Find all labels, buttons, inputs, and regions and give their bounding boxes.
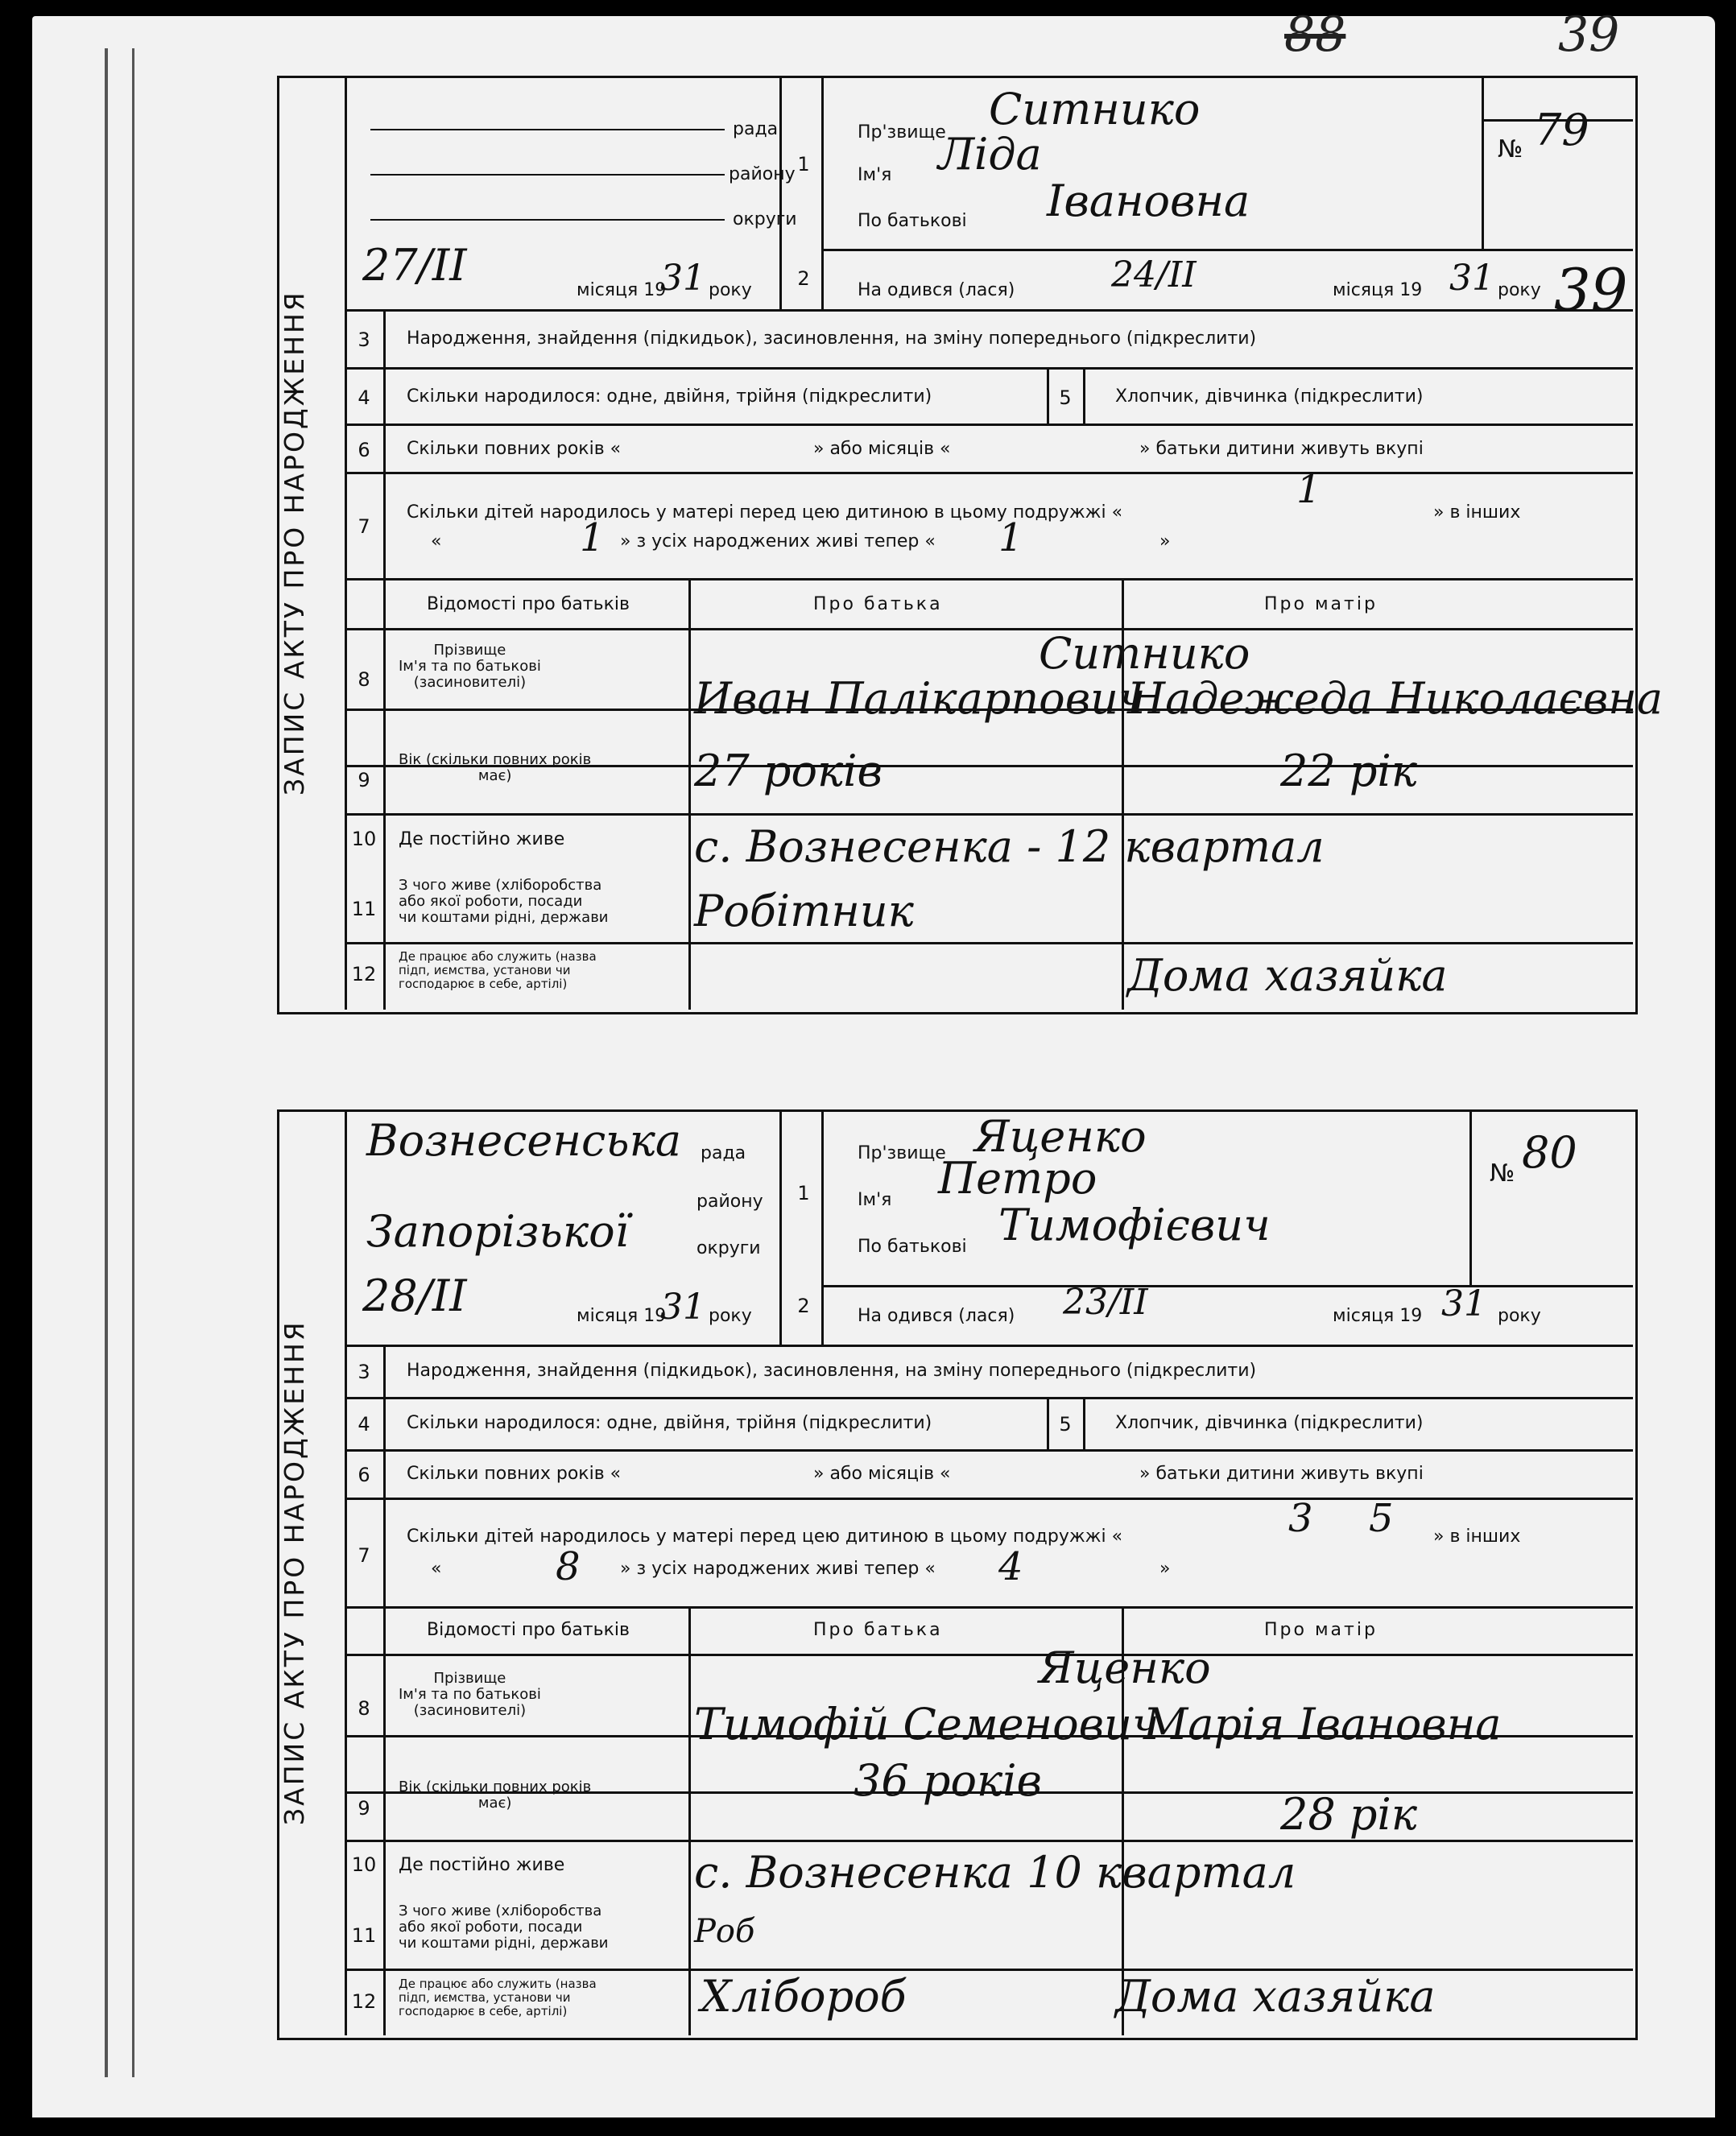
row10-label: Де постійно живе bbox=[399, 829, 565, 849]
row7-label: « bbox=[431, 531, 442, 552]
rayon-label: району bbox=[729, 164, 796, 184]
father-header: Про батька bbox=[813, 594, 943, 614]
birth-label: На одився (лася) bbox=[858, 280, 1015, 300]
row7-label: Скільки дітей народилось у матері перед цею дитиною в цьому подружжі « bbox=[407, 1527, 1123, 1547]
field-number: 1 bbox=[797, 1182, 810, 1204]
child-surname: Яценко bbox=[974, 1111, 1147, 1162]
row11-label: З чого живе (хліборобства або якої роботи, посади чи коштами рідні, держави bbox=[399, 877, 609, 926]
parents-header: Відомості про батьків bbox=[427, 1620, 630, 1640]
row6-label: » батьки дитини живуть вкупі bbox=[1139, 439, 1424, 459]
children-this-marriage: 3 bbox=[1288, 1496, 1313, 1541]
month-label: місяця 19 bbox=[577, 280, 667, 300]
child-surname: Ситнико bbox=[989, 84, 1201, 134]
field-number: 6 bbox=[358, 439, 370, 461]
row4-label: Скільки народилося: одне, двійня, трійня (підкреслити) bbox=[407, 1413, 932, 1433]
patronymic-label: По батькові bbox=[858, 1237, 967, 1257]
field-number: 9 bbox=[358, 769, 370, 791]
field-number: 7 bbox=[358, 515, 370, 538]
registration-year: 31 bbox=[660, 258, 705, 299]
field-number: 8 bbox=[358, 668, 370, 691]
margin-folio: 39 bbox=[1554, 256, 1628, 324]
field-number: 1 bbox=[797, 153, 810, 176]
residence: с. Вознесенка - 12 квартал bbox=[694, 821, 1325, 872]
month-label: місяця 19 bbox=[1333, 1306, 1423, 1326]
field-number: 2 bbox=[797, 1295, 810, 1317]
registration-year: 31 bbox=[660, 1287, 705, 1328]
child-name: Петро bbox=[938, 1153, 1097, 1204]
okrug-label: округи bbox=[696, 1238, 761, 1258]
children-alive: 1 bbox=[998, 515, 1023, 560]
name-label: Ім'я bbox=[858, 1190, 892, 1210]
row8-label: Прізвище Ім'я та по батькові (засиновителі) bbox=[399, 642, 541, 691]
row9-label: Вік (скільки повних років має) bbox=[399, 1779, 592, 1812]
registration-date: 28/II bbox=[362, 1270, 467, 1321]
field-number: 4 bbox=[358, 1413, 370, 1436]
row6-label: Скільки повних років « bbox=[407, 439, 622, 459]
row6-label: » батьки дитини живуть вкупі bbox=[1139, 1464, 1424, 1484]
old-folio-number: 88 bbox=[1284, 6, 1346, 63]
field-number: 5 bbox=[1059, 386, 1072, 409]
form-vertical-title: ЗАПИС АКТУ ПРО НАРОДЖЕННЯ bbox=[279, 290, 310, 795]
row7-label: » bbox=[1159, 531, 1171, 552]
rada-label: рада bbox=[733, 119, 779, 139]
row7-label: » в інших bbox=[1433, 1527, 1521, 1547]
year-label: року bbox=[709, 1306, 752, 1326]
father-work: Хлібороб bbox=[701, 1971, 907, 2022]
mother-work: Дома хазяйка bbox=[1127, 950, 1448, 1001]
rayon-value: Запорізької bbox=[366, 1206, 629, 1257]
field-number: 5 bbox=[1059, 1413, 1072, 1436]
mother-header: Про матір bbox=[1264, 1620, 1378, 1640]
row5-label: Хлопчик, дівчинка (підкреслити) bbox=[1115, 386, 1424, 407]
mother-header: Про матір bbox=[1264, 594, 1378, 614]
year-label: року bbox=[1498, 280, 1541, 300]
family-surname: Ситнико bbox=[1039, 628, 1250, 679]
row5-label: Хлопчик, дівчинка (підкреслити) bbox=[1115, 1413, 1424, 1433]
birth-label: На одився (лася) bbox=[858, 1306, 1015, 1326]
field-number: 11 bbox=[351, 1924, 377, 1947]
field-number: 6 bbox=[358, 1464, 370, 1486]
field-number: 3 bbox=[358, 1361, 370, 1383]
name-label: Ім'я bbox=[858, 165, 892, 185]
father-age: 36 років bbox=[854, 1755, 1042, 1806]
family-surname: Яценко bbox=[1039, 1642, 1211, 1693]
field-number: 12 bbox=[351, 1990, 377, 2013]
row3-label: Народження, знайдення (підкидьок), засиновлення, на зміну попереднього (підкреслити) bbox=[407, 328, 1257, 349]
father-header: Про батька bbox=[813, 1620, 943, 1640]
father-name: Иван Палікарпович bbox=[694, 673, 1146, 724]
year-label: року bbox=[709, 280, 752, 300]
row7-label: Скільки дітей народилось у матері перед цею дитиною в цьому подружжі « bbox=[407, 502, 1123, 523]
children-alive: 4 bbox=[998, 1544, 1023, 1589]
row9-label: Вік (скільки повних років має) bbox=[399, 751, 592, 784]
father-age: 27 років bbox=[694, 746, 882, 796]
field-number: 3 bbox=[358, 328, 370, 351]
children-total: 1 bbox=[580, 515, 605, 560]
registration-date: 27/II bbox=[362, 240, 467, 291]
page-binding-edge bbox=[105, 48, 134, 2077]
rada-label: рада bbox=[701, 1143, 746, 1163]
rada-value: Вознесенська bbox=[366, 1115, 682, 1166]
field-number: 4 bbox=[358, 386, 370, 409]
row4-label: Скільки народилося: одне, двійня, трійня (підкреслити) bbox=[407, 386, 932, 407]
row3-label: Народження, знайдення (підкидьок), засиновлення, на зміну попереднього (підкреслити) bbox=[407, 1361, 1257, 1381]
birth-date: 23/II bbox=[1063, 1282, 1148, 1323]
row7-label: » з усіх народжених живі тепер « bbox=[620, 531, 936, 552]
row6-label: » або місяців « bbox=[813, 1464, 951, 1484]
field-number: 10 bbox=[351, 828, 377, 850]
record-number: 80 bbox=[1522, 1127, 1577, 1178]
child-patronymic: Тимофієвич bbox=[998, 1200, 1271, 1250]
children-this-marriage: 1 bbox=[1296, 467, 1321, 512]
row7-label: « bbox=[431, 1559, 442, 1579]
patronymic-label: По батькові bbox=[858, 211, 967, 231]
father-name: Тимофій Семенович bbox=[694, 1699, 1159, 1750]
record-number: 79 bbox=[1534, 105, 1589, 155]
mother-name: Надежеда Николаєвна bbox=[1127, 673, 1664, 724]
mother-age: 28 рік bbox=[1280, 1789, 1417, 1840]
okrug-label: округи bbox=[733, 209, 797, 229]
row7-label: » з усіх народжених живі тепер « bbox=[620, 1559, 936, 1579]
children-total: 8 bbox=[556, 1544, 581, 1589]
number-sign: № bbox=[1498, 135, 1523, 163]
rayon-label: району bbox=[696, 1192, 763, 1212]
field-number: 11 bbox=[351, 898, 377, 920]
field-number: 10 bbox=[351, 1853, 377, 1876]
father-occupation: Роб bbox=[694, 1913, 755, 1950]
row7-label: » bbox=[1159, 1559, 1171, 1579]
surname-label: Пр'звище bbox=[858, 122, 946, 143]
child-patronymic: Івановна bbox=[1047, 176, 1250, 226]
field-number: 8 bbox=[358, 1697, 370, 1720]
row12-label: Де працює або служить (назва підп, иємства, установи чи господарює в себе, артілі) bbox=[399, 1977, 597, 2018]
row6-label: » або місяців « bbox=[813, 439, 951, 459]
father-occupation: Робітник bbox=[694, 886, 914, 936]
page-folio-number: 39 bbox=[1558, 6, 1620, 63]
row10-label: Де постійно живе bbox=[399, 1855, 565, 1875]
child-name: Ліда bbox=[938, 129, 1042, 180]
birth-year: 31 bbox=[1449, 258, 1494, 299]
birth-year: 31 bbox=[1441, 1283, 1486, 1324]
children-other-marriages: 5 bbox=[1369, 1496, 1394, 1541]
form-vertical-title: ЗАПИС АКТУ ПРО НАРОДЖЕННЯ bbox=[279, 1320, 310, 1825]
birth-date: 24/II bbox=[1111, 254, 1197, 295]
field-number: 12 bbox=[351, 963, 377, 985]
number-sign: № bbox=[1490, 1159, 1515, 1188]
month-label: місяця 19 bbox=[1333, 280, 1423, 300]
mother-age: 22 рік bbox=[1280, 746, 1417, 796]
field-number: 9 bbox=[358, 1797, 370, 1820]
row6-label: Скільки повних років « bbox=[407, 1464, 622, 1484]
month-label: місяця 19 bbox=[577, 1306, 667, 1326]
field-number: 2 bbox=[797, 267, 810, 290]
mother-work: Дома хазяйка bbox=[1115, 1971, 1436, 2022]
row12-label: Де працює або служить (назва підп, иємства, установи чи господарює в себе, артілі) bbox=[399, 949, 597, 991]
row7-label: » в інших bbox=[1433, 502, 1521, 523]
residence: с. Вознесенка 10 квартал bbox=[694, 1847, 1296, 1898]
parents-header: Відомості про батьків bbox=[427, 594, 630, 614]
row8-label: Прізвище Ім'я та по батькові (засиновителі) bbox=[399, 1670, 541, 1719]
field-number: 7 bbox=[358, 1544, 370, 1567]
row11-label: З чого живе (хліборобства або якої роботи, посади чи коштами рідні, держави bbox=[399, 1903, 609, 1952]
surname-label: Пр'звище bbox=[858, 1143, 946, 1163]
mother-name: Марія Івановна bbox=[1143, 1699, 1502, 1750]
year-label: року bbox=[1498, 1306, 1541, 1326]
